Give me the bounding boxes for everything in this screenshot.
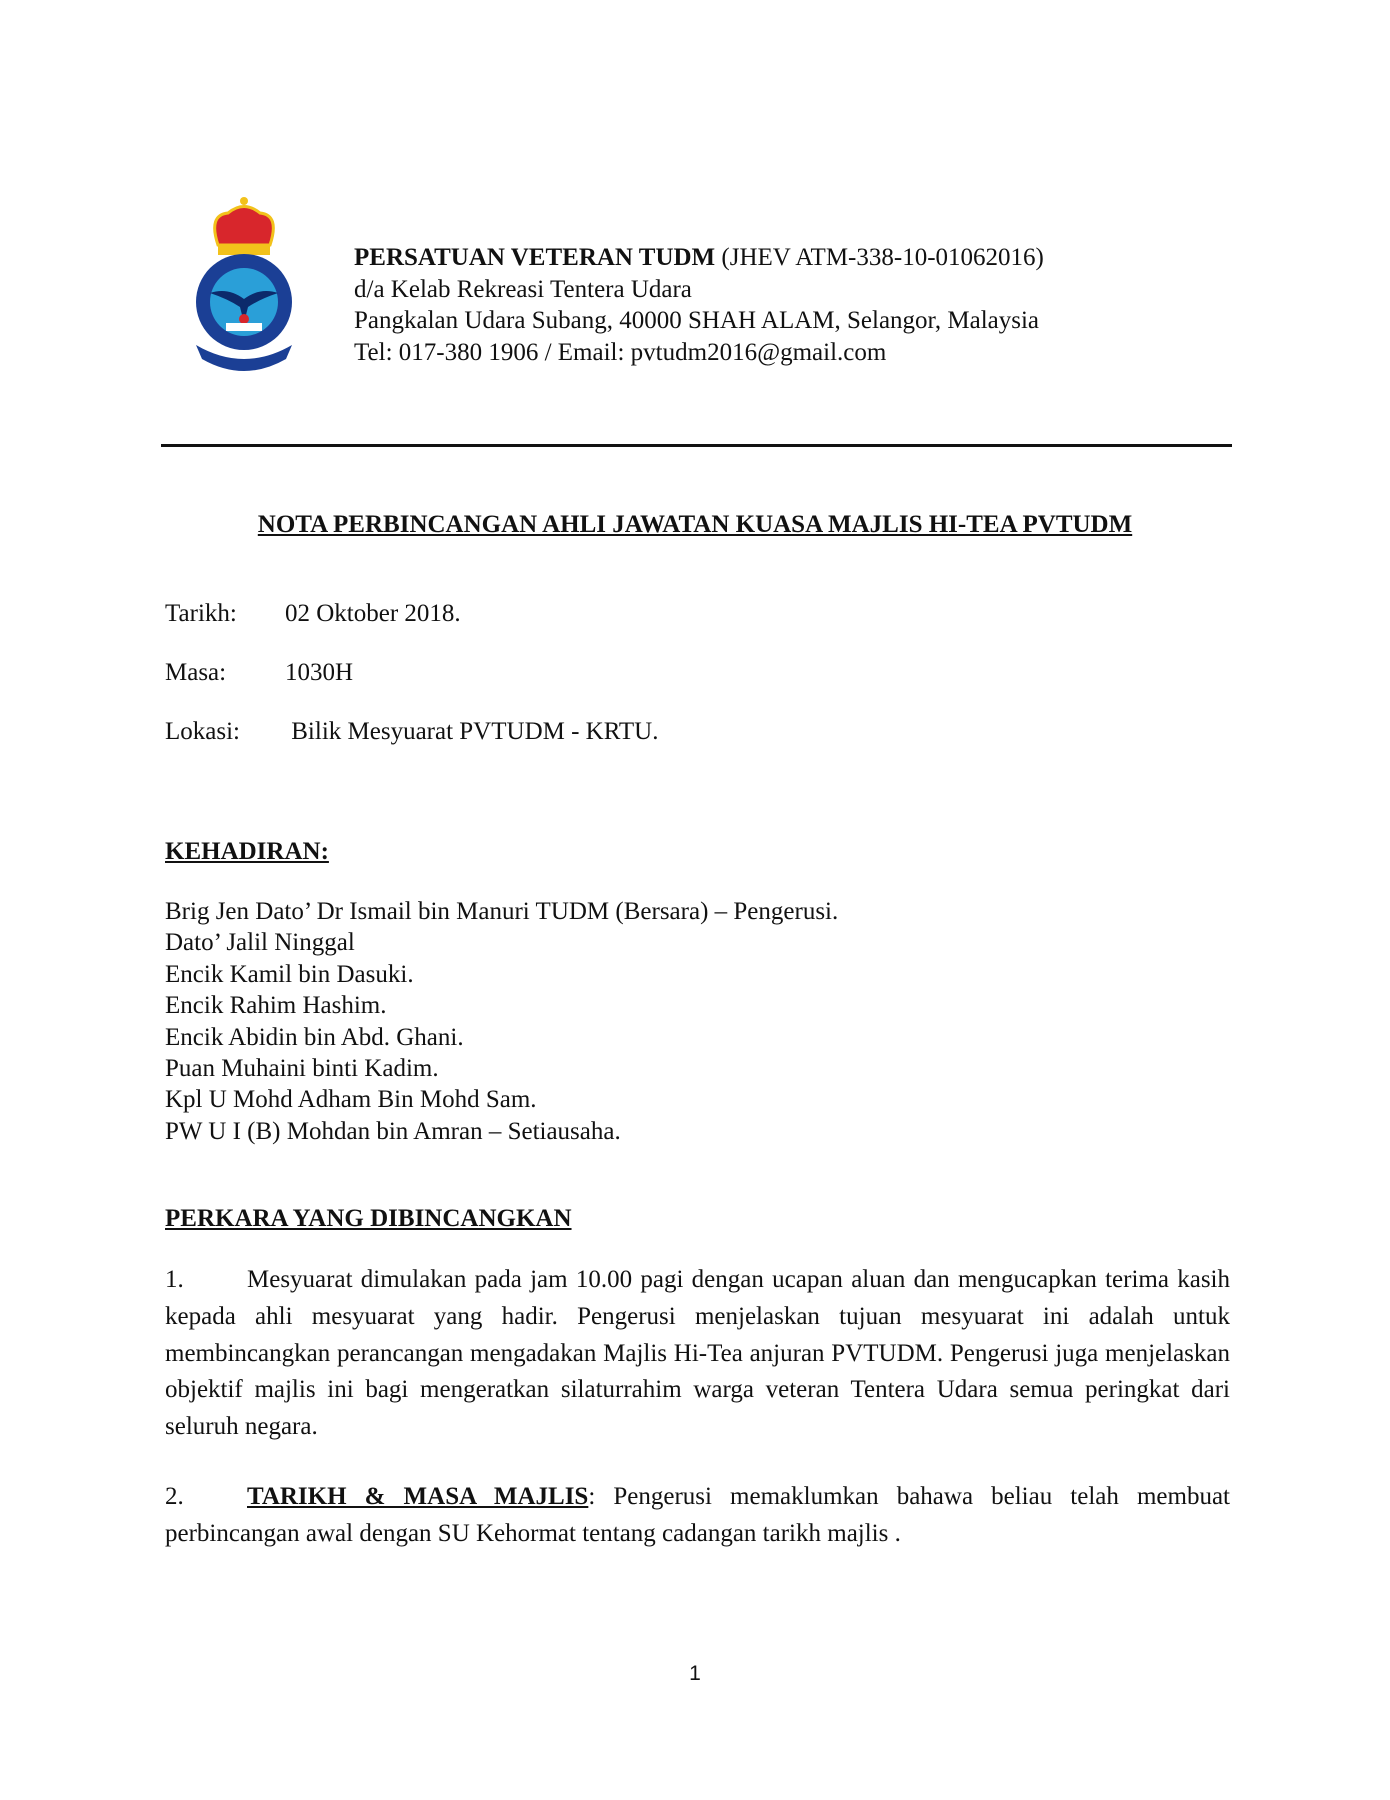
item-text: Mesyuarat dimulakan pada jam 10.00 pagi dengan ucapan aluan dan mengucapkan terima kasih kepada ahli mesyuarat yang hadir. Pengerusi menjelaskan tujuan mesyuarat ini adalah untuk membincangkan perancangan mengadakan Majlis Hi-Tea anjuran PVTUDM. Pengerusi juga menjelaskan objektif majlis ini bagi mengeratkan silaturrahim warga veteran Tentera Udara semua peringkat dari seluruh negara. <box>165 1266 1230 1441</box>
item-text: : Pengerusi memaklumkan bahawa beliau telah membuat perbincangan awal dengan SU Kehormat tentang cadangan tarikh majlis . <box>165 1483 1231 1547</box>
registration-number: (JHEV ATM-338-10-01062016) <box>715 244 1044 271</box>
meta-time <box>165 659 353 687</box>
meta-date <box>165 600 461 628</box>
item-number: 2. <box>165 1483 184 1510</box>
org-name: PERSATUAN VETERAN TUDM <box>354 244 716 271</box>
crown-icon <box>215 197 274 255</box>
header-divider <box>161 444 1232 447</box>
discussion-item-2 <box>165 1479 1230 1553</box>
letterhead <box>354 242 1044 368</box>
meta-value: 02 Oktober 2018. <box>285 600 461 627</box>
meta-location <box>165 718 658 746</box>
attendee: Puan Muhaini binti Kadim. <box>165 1055 439 1083</box>
document-title: NOTA PERBINCANGAN AHLI JAWATAN KUASA MAJLIS HI-TEA PVTUDM <box>257 511 1133 538</box>
meta-label: Tarikh: <box>165 600 237 627</box>
item-number: 1. <box>165 1266 184 1293</box>
org-line <box>354 242 1044 274</box>
attendee: Kpl U Mohd Adham Bin Mohd Sam. <box>165 1086 537 1114</box>
address-line-1: d/a Kelab Rekreasi Tentera Udara <box>354 275 692 303</box>
meta-label: Lokasi: <box>165 718 240 745</box>
attendee: PW U I (B) Mohdan bin Amran – Setiausaha. <box>165 1117 621 1145</box>
meta-label: Masa: <box>165 659 227 686</box>
attendee: Brig Jen Dato’ Dr Ismail bin Manuri TUDM (Bersara) – Pengerusi. <box>165 898 839 925</box>
contact-line: Tel: 017-380 1906 / Email: pvtudm2016@gmail.com <box>354 338 887 366</box>
discussion-heading: PERKARA YANG DIBINCANGKAN <box>165 1205 572 1232</box>
address-line-2: Pangkalan Udara Subang, 40000 SHAH ALAM, Selangor, Malaysia <box>354 307 1040 334</box>
discussion-item-1 <box>165 1262 1230 1446</box>
attendee: Dato’ Jalil Ninggal <box>165 929 355 957</box>
attendee: Encik Rahim Hashim. <box>165 992 387 1020</box>
meta-value: Bilik Mesyuarat PVTUDM - KRTU. <box>285 718 659 745</box>
pvtudm-logo <box>188 195 300 375</box>
attendance-heading: KEHADIRAN: <box>165 838 329 865</box>
meta-value: 1030H <box>285 659 354 686</box>
attendee: Encik Kamil bin Dasuki. <box>165 960 414 988</box>
page-number: 1 <box>689 1662 701 1685</box>
item-title: TARIKH & MASA MAJLIS <box>247 1483 589 1510</box>
attendee: Encik Abidin bin Abd. Ghani. <box>165 1023 464 1051</box>
attendance-list <box>165 896 838 1147</box>
